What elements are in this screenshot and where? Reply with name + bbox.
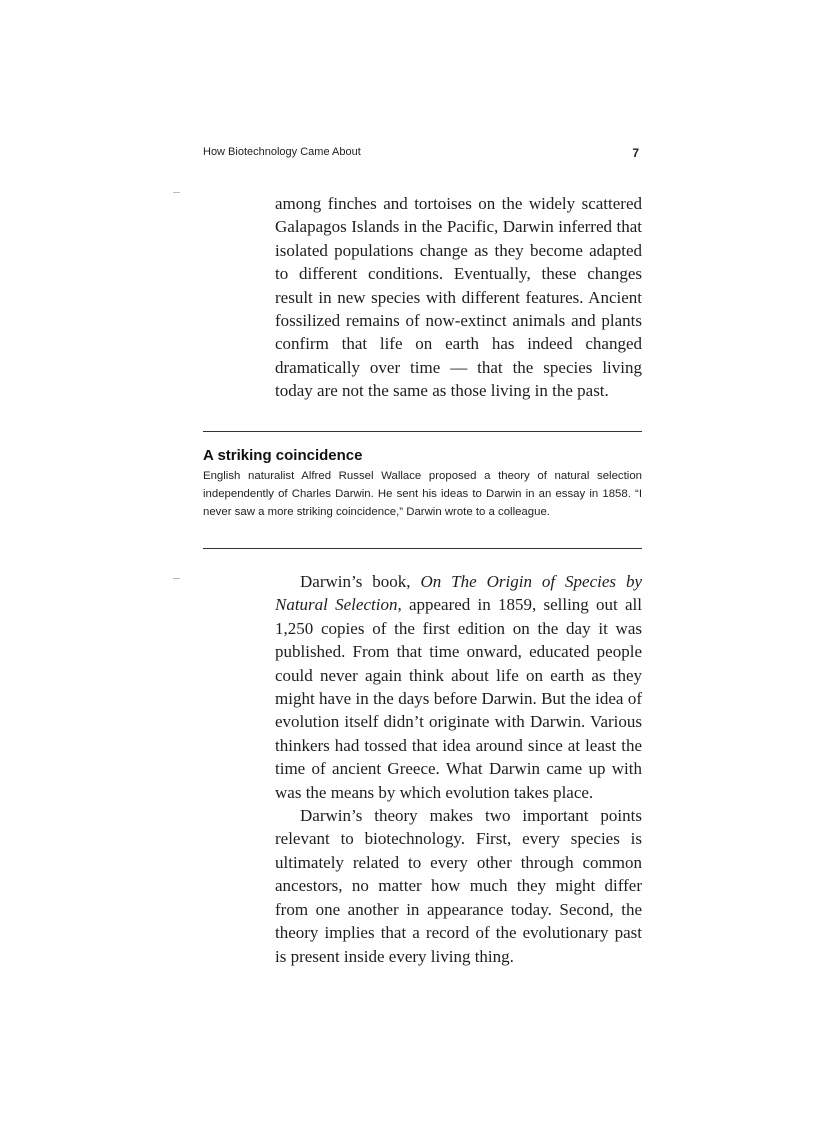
running-title: How Biotechnology Came About [203, 146, 361, 158]
paragraph-rest: , appeared in 1859, selling out all 1,250 copies of the first edition on the day it was published. From that time onward, educated people could never again think about life on earth as they might have in the days before Darwin. But the idea of evolution itself didn’t originate with Darwin. Various thinkers had tossed that idea around since at least the time of ancient Greece. What Darwin came up with was the means by which evolution takes place. [275, 595, 642, 802]
body-text-bottom [275, 570, 642, 968]
sidebar-box [203, 447, 642, 521]
running-header [203, 146, 639, 158]
body-text-top [275, 192, 642, 403]
sidebar-bottom-rule [203, 548, 642, 549]
page-number: 7 [632, 146, 639, 160]
sidebar-text: English naturalist Alfred Russel Wallace proposed a theory of natural selection independently of Charles Darwin. He sent his ideas to Darwin in an essay in 1858. “I never saw a more striking coincidence,” Darwin wrote to a colleague. [203, 470, 642, 518]
paragraph-darwin-book [275, 570, 642, 804]
book-title: On The Origin of Species by Natural Selection [275, 572, 642, 615]
sidebar-title: A striking coincidence [203, 447, 363, 464]
paragraph-continued: among finches and tortoises on the widely scattered Galapagos Islands in the Pacific, Darwin inferred that isolated populations change as they become adapted to different conditions. Eventually, these changes result in new species with different features. Ancient fossilized remains of now-extinct animals and plants confirm that life on earth has indeed changed dramatically over time — that the species living today are not the same as those living in the past. [275, 194, 642, 401]
paragraph-darwin-theory: Darwin’s theory makes two important points relevant to biotechnology. First, every species is ultimately related to every other through common ancestors, no matter how much they might differ from one another in appearance today. Second, the theory implies that a record of the evolutionary past is present inside every living thing. [275, 806, 642, 966]
sidebar-top-rule [203, 431, 642, 432]
margin-mark [173, 578, 180, 579]
paragraph-lead: Darwin’s book, [300, 572, 421, 591]
margin-mark [173, 192, 180, 193]
